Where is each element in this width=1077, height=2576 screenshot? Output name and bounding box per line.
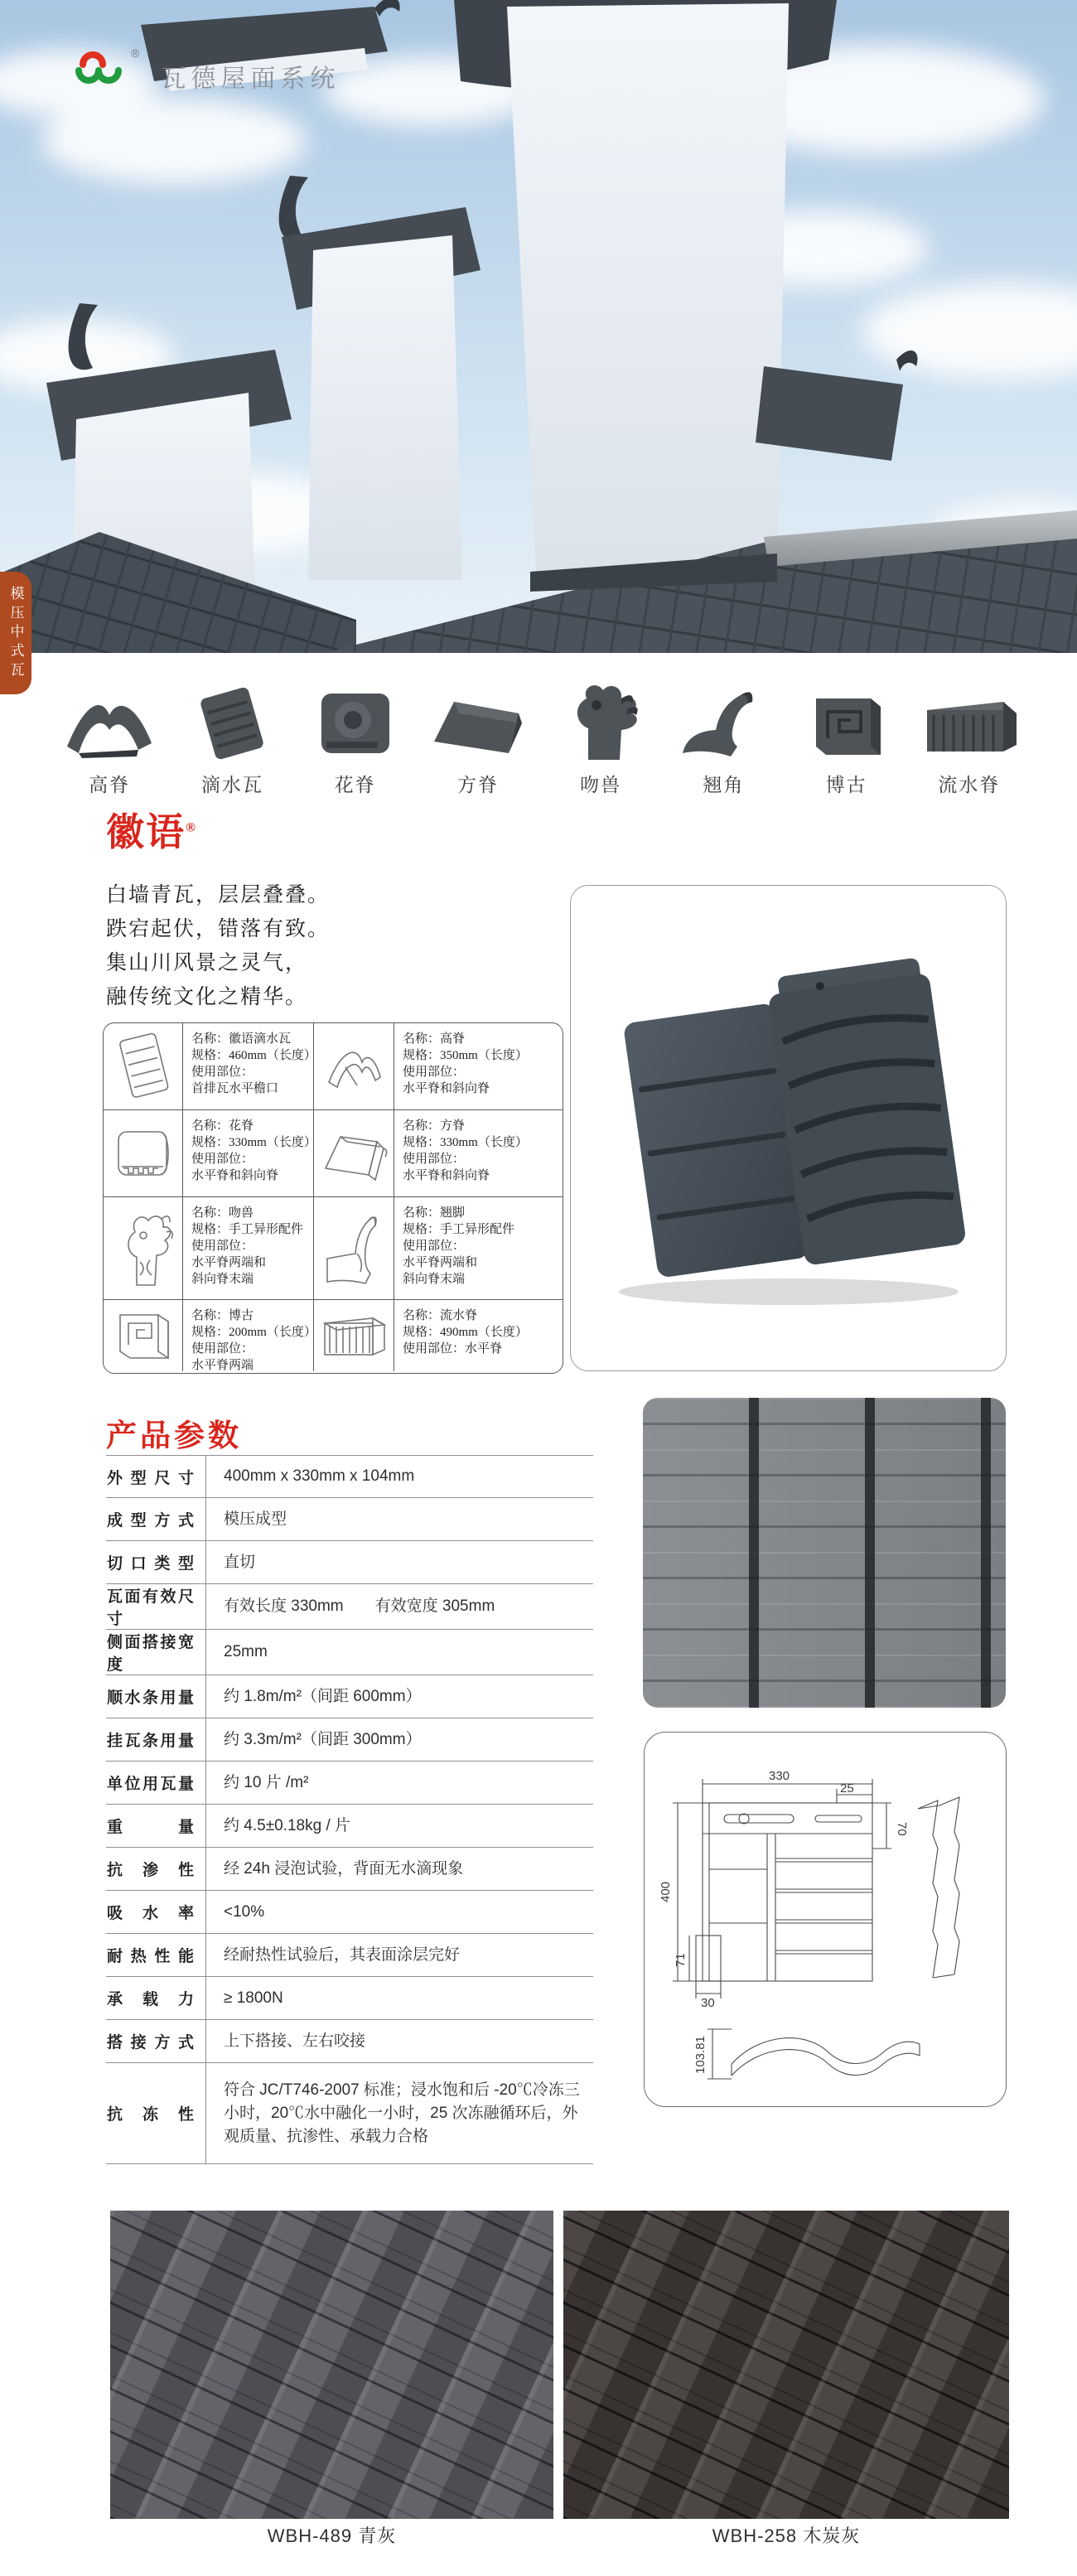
color-sample-photo-qinghui bbox=[110, 2211, 553, 2519]
spec-cell-liushuiji: 名称：流水脊 规格：490mm（长度） 使用部位：水平脊 bbox=[403, 1309, 528, 1356]
spec-cell-dishuiwa: 名称：徽语滴水瓦 规格：460mm（长度） 使用部位： 首排瓦水平檐口 bbox=[183, 1023, 314, 1110]
poem-line: 跌宕起伏，错落有致。 bbox=[106, 918, 331, 940]
strip-label: 花脊 bbox=[334, 774, 376, 795]
greek-key-block-photo bbox=[794, 680, 899, 766]
table-row: 重量 约 4.5±0.18kg / 片 bbox=[106, 1805, 593, 1848]
strip-item-qiaojiao bbox=[662, 671, 785, 797]
table-row: 单位用瓦量 约 10 片 /m² bbox=[106, 1762, 593, 1805]
photo-caption: WBH-489 青灰 bbox=[267, 2525, 397, 2546]
spec-cell-huaji: 名称：花脊 规格：330mm（长度） 使用部位： 水平脊和斜向脊 bbox=[183, 1110, 314, 1197]
technical-drawing-frame bbox=[644, 1732, 1007, 2107]
strip-item-fangji bbox=[417, 671, 539, 797]
poem-line: 白墙青瓦，层层叠叠。 bbox=[106, 884, 331, 906]
sketch-bogu bbox=[104, 1300, 183, 1371]
eave-tile-photo bbox=[180, 680, 284, 766]
table-row: 抗渗性 经 24h 浸泡试验，背面无水滴现象 bbox=[106, 1848, 593, 1891]
spec-cell-bogu: 名称：博古 规格：200mm（长度） 使用部位： 水平脊两端 bbox=[183, 1300, 314, 1371]
accessory-spec-grid bbox=[103, 1022, 563, 1374]
ridge-tile-photo bbox=[57, 680, 162, 766]
brand-name: 瓦德屋面系统 bbox=[161, 65, 340, 93]
tile-dimension-drawing bbox=[645, 1733, 1006, 2106]
huiyu-section bbox=[106, 802, 371, 1014]
strip-label: 高脊 bbox=[89, 774, 131, 795]
hero-roof-photo bbox=[0, 0, 1077, 653]
params-table bbox=[106, 1455, 593, 2164]
floral-ridge-photo bbox=[303, 680, 408, 766]
roofscape-illustration bbox=[0, 0, 1077, 653]
ribbed-ridge-photo bbox=[917, 680, 1021, 766]
spec-cell-wenshou: 名称：吻兽 规格：手工异形配件 使用部位： 水平脊两端和 斜向脊末端 bbox=[183, 1197, 314, 1300]
table-row: 承载力 ≥ 1800N bbox=[106, 1977, 593, 2020]
strip-item-liushuiji bbox=[908, 671, 1031, 797]
table-row: 成型方式 模压成型 bbox=[106, 1498, 593, 1541]
spec-cell-gaoji: 名称：高脊 规格：350mm（长度） 使用部位： 水平脊和斜向脊 bbox=[394, 1023, 563, 1110]
tile-roof-texture-photo bbox=[643, 1398, 1006, 1708]
photo-caption: WBH-258 木炭灰 bbox=[712, 2525, 861, 2546]
strip-label: 翘角 bbox=[703, 774, 745, 795]
square-ridge-photo bbox=[426, 680, 530, 766]
strip-item-wenshou bbox=[539, 671, 662, 797]
table-row: 搭接方式 上下搭接、左右咬接 bbox=[106, 2020, 593, 2063]
table-row: 吸水率 <10% bbox=[106, 1891, 593, 1934]
table-row: 外型尺寸 400mm x 330mm x 104mm bbox=[106, 1455, 593, 1498]
side-tab-molded-chinese-tile bbox=[0, 572, 31, 694]
strip-label: 滴水瓦 bbox=[200, 774, 263, 795]
main-tile-photo-frame bbox=[570, 885, 1007, 1371]
wade-logo-icon bbox=[75, 45, 129, 89]
table-row: 挂瓦条用量 约 3.3m/m²（间距 300mm） bbox=[106, 1718, 593, 1762]
huiyu-title: 徽语® bbox=[106, 811, 197, 853]
dim-width: 330 bbox=[769, 1769, 790, 1783]
poem-line: 融传统文化之精华。 bbox=[106, 986, 308, 1008]
strip-label: 方脊 bbox=[456, 774, 499, 795]
dim-length: 400 bbox=[659, 1881, 673, 1902]
spec-cell-qiaojiao: 名称：翘脚 规格：手工异形配件 使用部位： 水平脊两端和 斜向脊末端 bbox=[394, 1197, 563, 1300]
sketch-gaoji bbox=[314, 1023, 394, 1110]
strip-label: 博古 bbox=[825, 774, 867, 795]
strip-item-huaji bbox=[294, 671, 417, 797]
huiyu-registered-mark: ® bbox=[186, 820, 197, 835]
upturned-corner-photo bbox=[671, 680, 775, 766]
logo-registered-mark: ® bbox=[131, 46, 140, 60]
poem bbox=[106, 878, 371, 1014]
strip-item-gaoji bbox=[48, 671, 171, 797]
sketch-huaji bbox=[104, 1110, 183, 1197]
accessory-product-strip bbox=[48, 671, 1031, 797]
strip-label: 吻兽 bbox=[580, 774, 622, 795]
table-row: 耐热性能 经耐热性试验后，其表面涂层完好 bbox=[106, 1934, 593, 1977]
spec-cell-fangji: 名称：方脊 规格：330mm（长度） 使用部位： 水平脊和斜向脊 bbox=[394, 1110, 563, 1197]
sketch-wenshou bbox=[104, 1197, 183, 1300]
molded-tile-photo bbox=[590, 934, 988, 1323]
brand-logo bbox=[75, 45, 340, 94]
sketch-qiaojiao bbox=[314, 1197, 394, 1300]
color-sample-photo-mutanhui bbox=[563, 2211, 1009, 2519]
sketch-liushuiji bbox=[314, 1300, 394, 1371]
strip-item-bogu bbox=[785, 671, 908, 797]
table-row: 切口类型 直切 bbox=[106, 1541, 593, 1584]
side-tab-label: 模压中式瓦 bbox=[7, 585, 24, 681]
dim-tail: 71 bbox=[674, 1953, 688, 1967]
dim-head-height: 70 bbox=[895, 1822, 909, 1836]
table-row: 侧面搭接宽度 25mm bbox=[106, 1630, 593, 1675]
params-heading: 产品参数 bbox=[106, 1418, 242, 1452]
dragon-ornament-photo bbox=[548, 680, 653, 766]
sketch-fangji bbox=[314, 1110, 394, 1197]
dim-overlap: 25 bbox=[840, 1781, 854, 1795]
dim-side: 30 bbox=[701, 1996, 715, 2010]
sketch-dishuiwa bbox=[104, 1023, 183, 1110]
table-row: 顺水条用量 约 1.8m/m²（间距 600mm） bbox=[106, 1675, 593, 1718]
table-row: 抗冻性 符合 JC/T746-2007 标准；浸水饱和后 -20℃冷冻三小时，20℃水中融化一小时，25 次冻融循环后，外观质量、抗渗性、承载力合格 bbox=[106, 2063, 593, 2164]
strip-item-dishuiwa bbox=[171, 671, 293, 797]
poem-line: 集山川风景之灵气， bbox=[106, 952, 308, 974]
dim-profile-height: 103.81 bbox=[693, 2036, 708, 2074]
strip-label: 流水脊 bbox=[938, 774, 1001, 795]
table-row: 瓦面有效尺寸 有效长度 330mm 有效宽度 305mm bbox=[106, 1584, 593, 1630]
